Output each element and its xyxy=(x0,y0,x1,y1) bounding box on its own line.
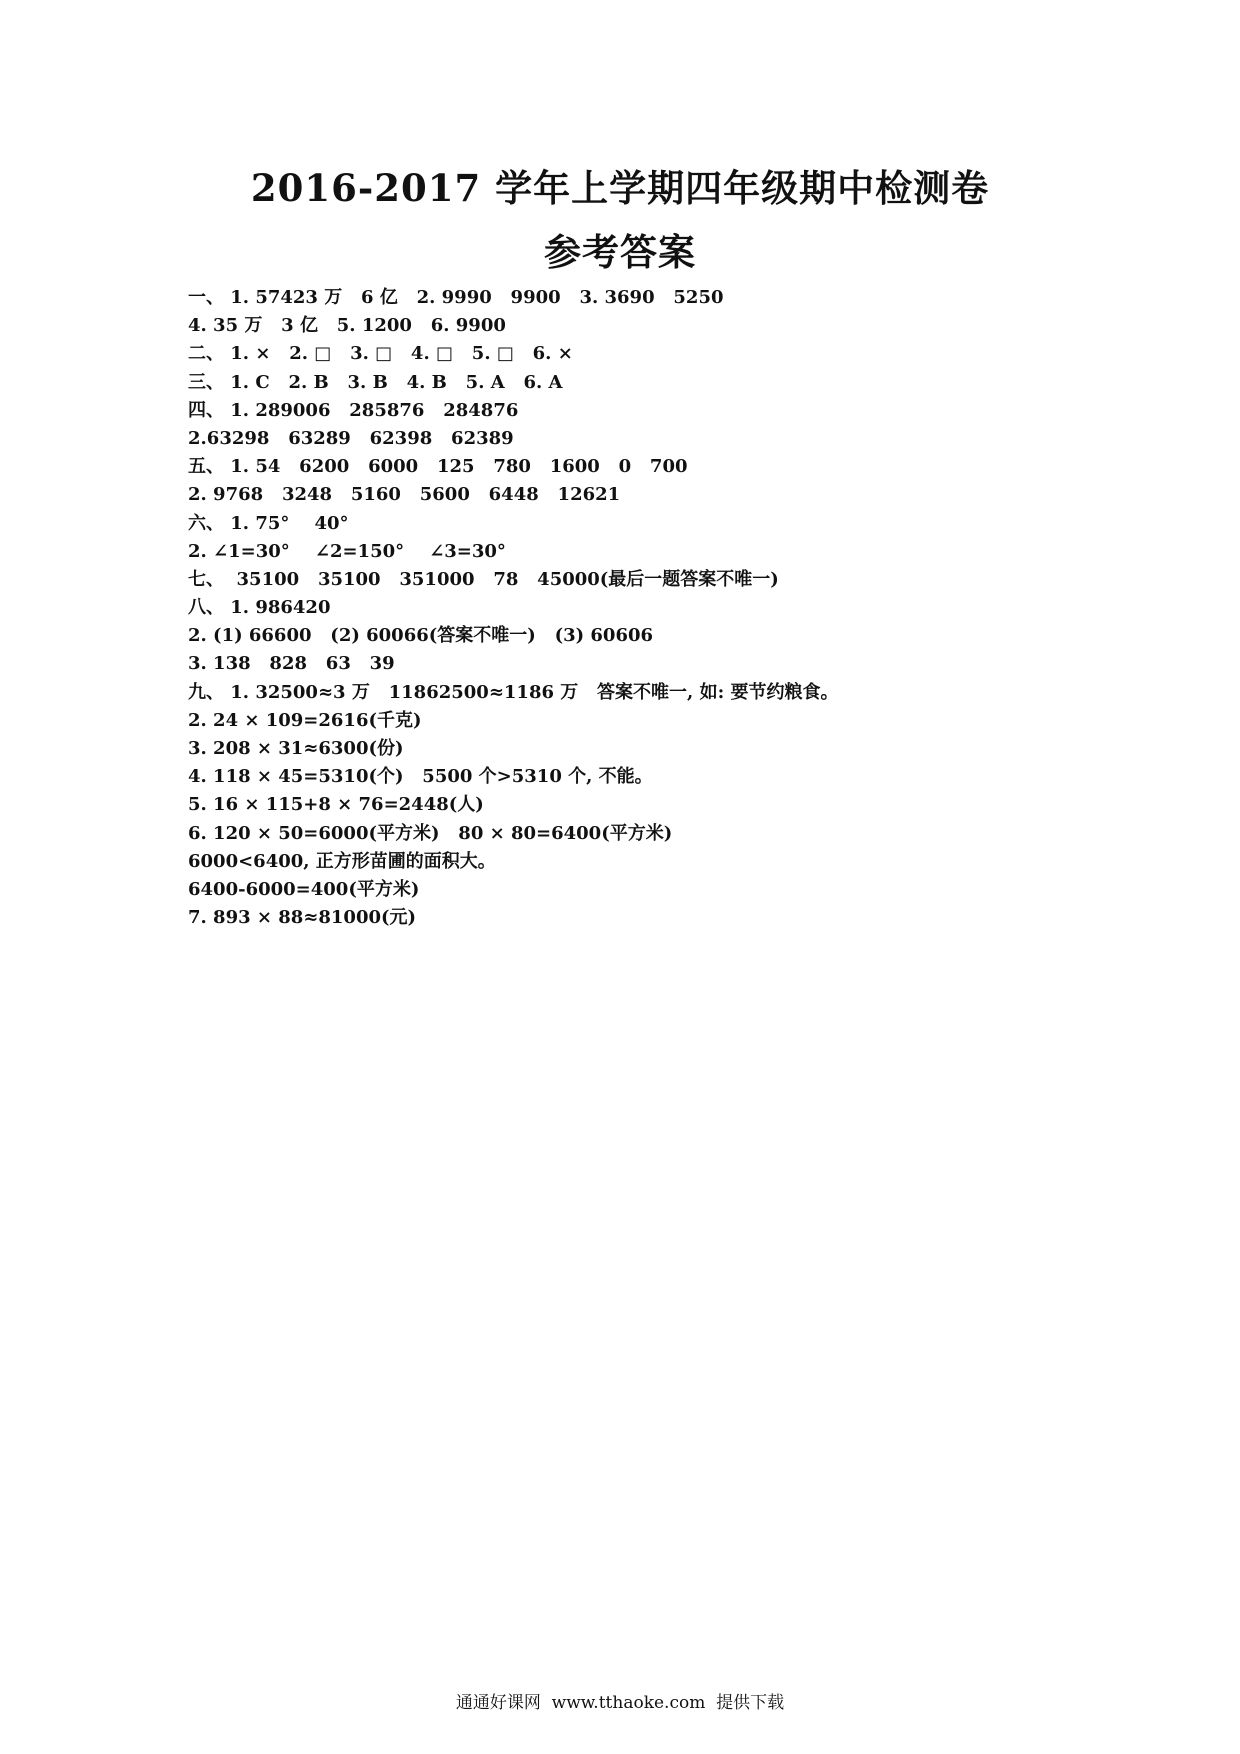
answer-line: 6000<6400, 正方形苗圃的面积大。 xyxy=(188,850,496,872)
answer-line: 2. (1) 66600 (2) 60066(答案不唯一) (3) 60606 xyxy=(188,625,654,647)
answer-line: 4. 118 × 45=5310(个) 5500 个>5310 个, 不能。 xyxy=(188,766,653,788)
answer-line: 六、 1. 75° 40° xyxy=(188,512,349,534)
answer-line: 2. 9768 3248 5160 5600 6448 12621 xyxy=(188,484,621,506)
answer-line: 5. 16 × 115+8 × 76=2448(人) xyxy=(188,794,484,816)
page-title: 2016-2017 学年上学期四年级期中检测卷 xyxy=(250,166,990,210)
answer-line: 2. ∠1=30° ∠2=150° ∠3=30° xyxy=(188,540,506,562)
answer-line: 四、 1. 289006 285876 284876 xyxy=(188,399,519,421)
answer-line: 4. 35 万 3 亿 5. 1200 6. 9900 xyxy=(188,315,506,337)
answer-line: 7. 893 × 88≈81000(元) xyxy=(188,907,417,929)
answer-line: 三、 1. C 2. B 3. B 4. B 5. A 6. A xyxy=(188,371,563,393)
answer-line: 6400-6000=400(平方米) xyxy=(188,878,420,900)
answer-line: 2. 24 × 109=2616(千克) xyxy=(188,709,422,731)
answer-line: 2.63298 63289 62398 62389 xyxy=(188,427,514,449)
answer-line: 一、 1. 57423 万 6 亿 2. 9990 9900 3. 3690 5250 xyxy=(188,287,724,308)
page-subtitle: 参考答案 xyxy=(544,230,696,274)
answer-line: 八、 1. 986420 xyxy=(188,597,331,619)
answer-line: 6. 120 × 50=6000(平方米) 80 × 80=6400(平方米) xyxy=(188,822,673,844)
answer-line: 九、 1. 32500≈3 万 11862500≈1186 万 答案不唯一, 如: 要节约粮食。 xyxy=(188,681,839,703)
answer-list xyxy=(188,284,1188,932)
answer-line: 3. 208 × 31≈6300(份) xyxy=(188,738,404,759)
answer-line: 二、 1. × 2. □ 3. □ 4. □ 5. □ 6. × xyxy=(188,343,573,365)
answer-line: 3. 138 828 63 39 xyxy=(188,653,395,675)
answer-line: 五、 1. 54 6200 6000 125 780 1600 0 700 xyxy=(188,456,688,478)
answer-line: 七、 35100 35100 351000 78 45000(最后一题答案不唯一) xyxy=(188,568,779,590)
footer-source-note: 通通好课网 www.tthaoke.com 提供下载 xyxy=(455,1693,785,1713)
